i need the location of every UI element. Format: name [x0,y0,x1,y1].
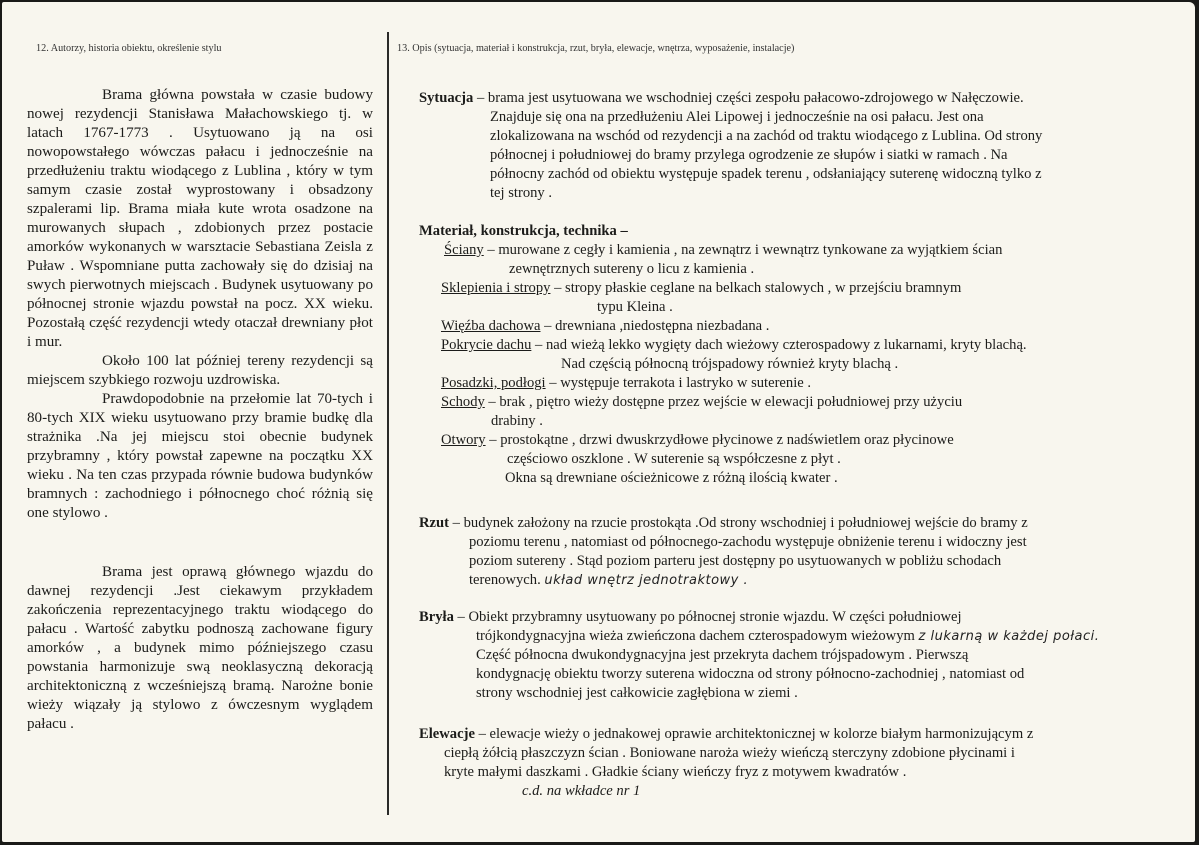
section-12-heading: 12. Autorzy, historia obiektu, określenie stylu [36,43,222,54]
term-sklepienia: Sklepienia i stropy [441,280,551,296]
material-label: Materiał, konstrukcja, technika – [419,223,628,239]
elewacje-section: Elewacje – elewacje wieży o jednakowej oprawie architektonicznej w kolorze białym harmonizującym z ciepłą żółcią płaszczyzn ścian . Boniowane naroża wieży wieńczą sterczyny zdobione płycinami i kryte małymi daszkami . Gładkie ściany wieńczy fryz z motywem kwadratów . c.d. na wkładce nr 1 [419,725,1033,801]
history-paragraph: Brama główna powstała w czasie budowy nowej rezydencji Stanisława Małachowskiego tj. w latach 1767-1773 . Usytuowano ją na osi nowopowstałego wówczas pałacu i jednocześnie na przedłużeniu traktu wiodącego z Lublina , który w tym samym czasie został wyprostowany i obsadzony szpalerami lip. Brama miała kute wrota osadzone na murowanych słupach , zdobionych przez postacie amorków wykonanych w warsztacie Sebastiana Zeisla z Puław . Wspomniane putta zachowały się do dzisiaj na swych pierwotnych miejscach . Budynek usytuowany po północnej stronie wjazdu powstał na pocz. XX wieku. Pozostałą część rezydencji wtedy otaczał drewniany płot i mur. [27,87,373,350]
rzut-section: Rzut – budynek założony na rzucie prostokąta .Od strony wschodniej i południowej wejście do bramy z poziomu terenu , natomiast od północnego-zachodu występuje obniżenie terenu i widoczny jest poziom sutereny . Stąd poziom parteru jest dostępny po usytuowanych w pobliżu schodach terenowych. układ wnętrz jednotraktowy . [419,515,1028,588]
material-section: Materiał, konstrukcja, technika – Ściany – murowane z cegły i kamienia , na zewnątrz i wewnątrz tynkowane za wyjątkiem ścian zewnętrznych sutereny o licu z kamienia . Sklepienia i stropy – stropy płaskie ceglane na belkach stalowych , w przejściu bramnym typu Kleina . Więźba dachowa – drewniana ,niedostępna niezbadana . Pokrycie dachu – nad wieżą lekko wygięty dach wieżowy czterospadowy z lukarnami, kryty blachą. Nad częścią północną trójspadowy również kryty blachą . Posadzki, podłogi – występuje terrakota i lastryko w suterenie . Schody – brak , piętro wieży dostępne przez wejście w elewacji południowej przy użyciu drabiny . Otwory – prostokątne , drzwi dwuskrzydłowe płycinowe z nadświetlem oraz płycinowe częściowo oszklone . W suterenie są współczesne z płyt . Okna są drewniane ościeżnicowe z różną ilością kwater . [419,223,1027,486]
term-wiezba: Więźba dachowa [441,318,541,334]
sytuacja-label: Sytuacja [419,90,474,106]
history-paragraph: Prawdopodobnie na przełomie lat 70-tych i 80-tych XIX wieku usytuowano przy bramie budkę dla strażnika .Na jej miejscu stoi obecnie budynek przybramny , który powstał zapewne na początku XX wieku . Na ten czas przypada równie budowa budynków bramnych : zachodniego i północnego choć różnią się one stylowo . [27,391,373,521]
history-paragraph: Około 100 lat później tereny rezydencji są miejscem szybkiego rozwoju uzdrowiska. [27,353,373,388]
history-text [27,86,373,734]
section-13-heading: 13. Opis (sytuacja, materiał i konstrukcja, rzut, bryła, elewacje, wnętrza, wyposażenie, instalacje) [397,43,795,54]
handwritten-note: układ wnętrz jednotraktowy . [544,573,749,588]
continuation-note: c.d. na wkładce nr 1 [522,783,641,799]
term-posadzki: Posadzki, podłogi [441,375,546,391]
history-paragraph: Brama jest oprawą głównego wjazdu do dawnej rezydencji .Jest ciekawym przykładem zakończenia reprezentacyjnego traktu wiodącego do pałacu . Wartość zabytku podnoszą zachowane figury amorków , a budynek mimo późniejszego czasu powstania harmonizuje swą neoklasyczną dekoracją architektoniczną z wcześniejszą bramą. Narożne bonie wieży wiązały ją stylowo z ówczesnym wyglądem pałacu . [27,564,373,732]
term-otwory: Otwory [441,432,486,448]
sytuacja-section: Sytuacja – brama jest usytuowana we wschodniej części zespołu pałacowo-zdrojowego w Nałęczowie. Znajduje się ona na przedłużeniu Alei Lipowej i jednocześnie na osi pałacu. Jest ona zlokalizowana na wschód od rezydencji a na zachód od traktu wiodącego z Lublina. Od strony północnej i południowej do bramy przylega ogrodzenie ze słupów i siatki w ramach . Na północny zachód od obiektu występuje spadek terenu , odsłaniający suterenę widoczną tylko z tej strony . [419,90,1043,201]
term-schody: Schody [441,394,485,410]
rzut-label: Rzut [419,515,449,531]
bryla-section: Bryła – Obiekt przybramny usytuowany po północnej stronie wjazdu. W części południowej trójkondygnacyjna wieża zwieńczona dachem czterospadowym wieżowym z lukarną w każdej połaci. Część północna dwukondygnacyjna jest przekryta dachem trójspadowym . Pierwszą kondygnację obiektu tworzy suterena widoczna od strony północno-zachodniej , natomiast od strony wschodniej jest całkowicie zagłębiona w ziemi . [419,609,1100,701]
term-sciany: Ściany [444,242,484,258]
term-pokrycie: Pokrycie dachu [441,337,532,353]
elewacje-label: Elewacje [419,726,475,742]
bryla-label: Bryła [419,609,454,625]
handwritten-note: z lukarną w każdej połaci. [918,629,1100,644]
column-divider [387,32,389,815]
document-page [2,2,1195,842]
